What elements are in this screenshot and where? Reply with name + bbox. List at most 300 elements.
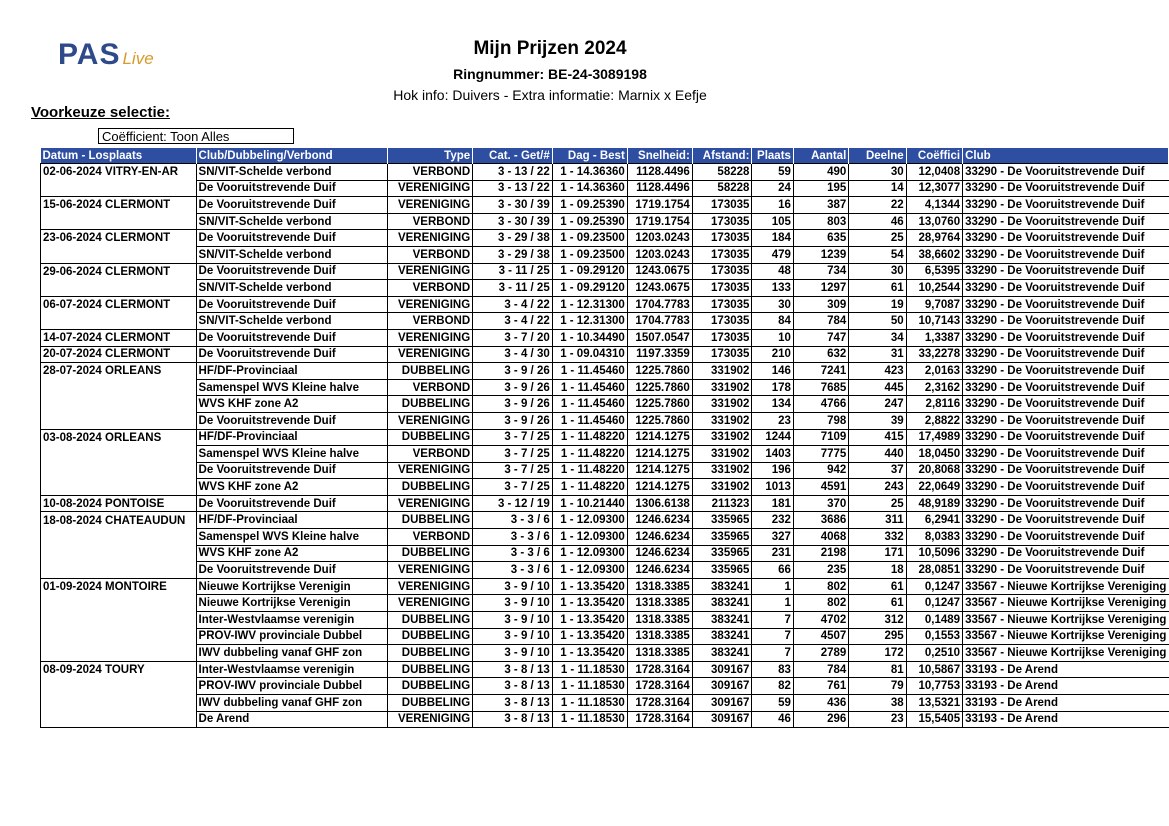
table-cell: 331902 [692, 379, 752, 396]
table-cell: 635 [793, 230, 848, 247]
table-cell: 309167 [692, 661, 752, 678]
table-cell: 1719.1754 [627, 197, 692, 214]
table-cell: 1728.3164 [627, 661, 692, 678]
table-cell: 1128.4496 [627, 164, 692, 181]
table-cell: 1728.3164 [627, 695, 692, 712]
table-cell: 1318.3385 [627, 628, 692, 645]
table-cell: 3 - 9 / 26 [473, 379, 553, 396]
table-cell: 37 [849, 462, 906, 479]
table-cell: 39 [849, 412, 906, 429]
table-cell: 33193 - De Arend [963, 661, 1169, 678]
table-cell: VERENIGING [388, 230, 473, 247]
table-cell: 1 - 12.31300 [552, 313, 627, 330]
table-cell: 12,3077 [906, 180, 962, 197]
table-cell: Samenspel WVS Kleine halve [196, 379, 388, 396]
table-cell: De Vooruitstrevende Duif [196, 346, 388, 363]
table-cell: 3 - 8 / 13 [473, 661, 553, 678]
table-cell: 33290 - De Vooruitstrevende Duif [963, 396, 1169, 413]
table-cell: WVS KHF zone A2 [196, 479, 388, 496]
table-cell: 15,5405 [906, 711, 962, 728]
table-cell: 173035 [692, 313, 752, 330]
table-row [41, 329, 1169, 346]
table-cell: 33193 - De Arend [963, 695, 1169, 712]
table-cell: 33290 - De Vooruitstrevende Duif [963, 263, 1169, 280]
table-cell: 1225.7860 [627, 396, 692, 413]
table-cell [41, 412, 197, 429]
table-cell: 335965 [692, 562, 752, 579]
table-cell: VERENIGING [388, 595, 473, 612]
table-cell: 84 [752, 313, 794, 330]
table-cell [41, 595, 197, 612]
table-cell: 61 [849, 280, 906, 297]
table-cell: DUBBELING [388, 429, 473, 446]
table-cell: PROV-IWV provinciale Dubbel [196, 628, 388, 645]
table-cell: 20-07-2024 CLERMONT [41, 346, 197, 363]
table-row [41, 628, 1169, 645]
table-cell: 25 [849, 495, 906, 512]
table-cell: 4507 [793, 628, 848, 645]
table-cell: De Vooruitstrevende Duif [196, 412, 388, 429]
table-cell: Inter-Westvlaamse verenigin [196, 612, 388, 629]
table-cell: 1306.6138 [627, 495, 692, 512]
table-row [41, 479, 1169, 496]
table-cell: 33290 - De Vooruitstrevende Duif [963, 213, 1169, 230]
table-cell: 761 [793, 678, 848, 695]
table-cell: 1 - 11.18530 [552, 695, 627, 712]
table-cell: 23 [849, 711, 906, 728]
table-cell [41, 246, 197, 263]
table-cell: 59 [752, 164, 794, 181]
table-cell: VERENIGING [388, 197, 473, 214]
table-cell: 46 [849, 213, 906, 230]
table-cell: VERBOND [388, 213, 473, 230]
table-cell: 3 - 3 / 6 [473, 545, 553, 562]
table-cell: 335965 [692, 545, 752, 562]
table-cell: 58228 [692, 164, 752, 181]
table-cell: 0,1247 [906, 595, 962, 612]
table-cell: 1 - 12.09300 [552, 529, 627, 546]
table-cell: 1 [752, 595, 794, 612]
table-cell: 6,5395 [906, 263, 962, 280]
table-cell: 17,4989 [906, 429, 962, 446]
table-cell: 1318.3385 [627, 578, 692, 595]
table-cell: 1 - 14.36360 [552, 164, 627, 181]
table-cell: 30 [752, 296, 794, 313]
table-cell: 146 [752, 363, 794, 380]
table-cell: 178 [752, 379, 794, 396]
table-cell: 13,0760 [906, 213, 962, 230]
table-cell: 1 - 11.45460 [552, 412, 627, 429]
table-cell: 33290 - De Vooruitstrevende Duif [963, 512, 1169, 529]
table-cell: 14-07-2024 CLERMONT [41, 329, 197, 346]
table-cell [41, 645, 197, 662]
table-cell: VERENIGING [388, 346, 473, 363]
table-cell: Inter-Westvlaamse verenigin [196, 661, 388, 678]
table-cell: 802 [793, 578, 848, 595]
table-cell: 1 - 13.35420 [552, 645, 627, 662]
table-cell: 12,0408 [906, 164, 962, 181]
table-cell: 83 [752, 661, 794, 678]
table-cell: 19 [849, 296, 906, 313]
table-cell: VERBOND [388, 246, 473, 263]
coefficient-select[interactable]: Coëfficient: Toon Alles [98, 128, 294, 144]
table-cell: 370 [793, 495, 848, 512]
table-cell: 33290 - De Vooruitstrevende Duif [963, 462, 1169, 479]
table-cell: 803 [793, 213, 848, 230]
table-cell: 3 - 4 / 22 [473, 313, 553, 330]
table-cell: 734 [793, 263, 848, 280]
hok-info: Hok info: Duivers - Extra informatie: Marnix x Eefje [393, 87, 707, 103]
table-cell: 3 - 11 / 25 [473, 263, 553, 280]
table-cell: 79 [849, 678, 906, 695]
table-cell: PROV-IWV provinciale Dubbel [196, 678, 388, 695]
table-cell: 1214.1275 [627, 462, 692, 479]
table-cell: 3 - 3 / 6 [473, 562, 553, 579]
table-cell: VERENIGING [388, 412, 473, 429]
table-cell: De Arend [196, 711, 388, 728]
table-cell: 1 - 09.29120 [552, 263, 627, 280]
table-cell: 48,9189 [906, 495, 962, 512]
table-cell: 3 - 8 / 13 [473, 678, 553, 695]
table-cell: 7241 [793, 363, 848, 380]
table-cell: 332 [849, 529, 906, 546]
table-cell: 295 [849, 628, 906, 645]
table-cell: 33567 - Nieuwe Kortrijkse Vereniging [963, 628, 1169, 645]
table-cell: 7 [752, 612, 794, 629]
table-cell: Nieuwe Kortrijkse Verenigin [196, 578, 388, 595]
table-cell: 172 [849, 645, 906, 662]
table-cell: 1704.7783 [627, 313, 692, 330]
table-cell: 331902 [692, 446, 752, 463]
table-cell: 1244 [752, 429, 794, 446]
table-cell: 33567 - Nieuwe Kortrijkse Vereniging [963, 645, 1169, 662]
table-cell: 1 - 13.35420 [552, 595, 627, 612]
table-cell: De Vooruitstrevende Duif [196, 180, 388, 197]
table-cell: 309 [793, 296, 848, 313]
table-row [41, 446, 1169, 463]
table-cell: 1128.4496 [627, 180, 692, 197]
table-cell: De Vooruitstrevende Duif [196, 230, 388, 247]
table-cell: 309167 [692, 711, 752, 728]
column-header: Afstand: [692, 148, 752, 164]
table-cell: 31 [849, 346, 906, 363]
table-cell: 1225.7860 [627, 412, 692, 429]
table-cell: 61 [849, 578, 906, 595]
table-cell: 1297 [793, 280, 848, 297]
table-cell: WVS KHF zone A2 [196, 396, 388, 413]
table-cell: 3 - 7 / 20 [473, 329, 553, 346]
table-cell: DUBBELING [388, 512, 473, 529]
logo-pas-text: PAS [58, 38, 121, 71]
table-cell: 173035 [692, 246, 752, 263]
table-cell: 4068 [793, 529, 848, 546]
table-cell: 173035 [692, 263, 752, 280]
table-cell: 1 - 09.04310 [552, 346, 627, 363]
table-cell: De Vooruitstrevende Duif [196, 462, 388, 479]
table-cell: 383241 [692, 645, 752, 662]
table-cell: HF/DF-Provinciaal [196, 363, 388, 380]
table-cell: 3686 [793, 512, 848, 529]
table-cell: 173035 [692, 197, 752, 214]
table-cell: 28,9764 [906, 230, 962, 247]
table-cell: 383241 [692, 578, 752, 595]
table-cell: VERENIGING [388, 263, 473, 280]
table-cell: 3 - 29 / 38 [473, 230, 553, 247]
table-cell: 247 [849, 396, 906, 413]
table-cell: De Vooruitstrevende Duif [196, 495, 388, 512]
table-cell: 8,0383 [906, 529, 962, 546]
table-cell: Samenspel WVS Kleine halve [196, 529, 388, 546]
column-header: Coëffici [906, 148, 962, 164]
table-cell: 3 - 8 / 13 [473, 711, 553, 728]
table-cell [41, 379, 197, 396]
table-cell: HF/DF-Provinciaal [196, 429, 388, 446]
table-cell: 23 [752, 412, 794, 429]
table-cell: 1243.0675 [627, 263, 692, 280]
table-cell: 3 - 12 / 19 [473, 495, 553, 512]
table-cell: 28-07-2024 ORLEANS [41, 363, 197, 380]
table-cell: 232 [752, 512, 794, 529]
table-cell [41, 313, 197, 330]
table-row [41, 280, 1169, 297]
table-row [41, 661, 1169, 678]
table-cell: 243 [849, 479, 906, 496]
table-cell: 4,1344 [906, 197, 962, 214]
table-row [41, 379, 1169, 396]
table-cell: 20,8068 [906, 462, 962, 479]
table-cell: VERBOND [388, 280, 473, 297]
table-cell: 1 - 10.34490 [552, 329, 627, 346]
table-cell: 3 - 3 / 6 [473, 529, 553, 546]
table-cell: 3 - 9 / 10 [473, 595, 553, 612]
table-cell: 312 [849, 612, 906, 629]
table-cell: 383241 [692, 595, 752, 612]
table-cell: 1 - 09.25390 [552, 197, 627, 214]
table-cell: 3 - 29 / 38 [473, 246, 553, 263]
table-cell: 24 [752, 180, 794, 197]
table-cell: 10,7143 [906, 313, 962, 330]
table-row [41, 263, 1169, 280]
table-cell: WVS KHF zone A2 [196, 545, 388, 562]
table-cell: 06-07-2024 CLERMONT [41, 296, 197, 313]
table-cell: 1 - 11.45460 [552, 363, 627, 380]
table-cell: 66 [752, 562, 794, 579]
table-row [41, 711, 1169, 728]
table-cell: 331902 [692, 412, 752, 429]
table-cell: Nieuwe Kortrijkse Verenigin [196, 595, 388, 612]
table-row [41, 462, 1169, 479]
table-cell: De Vooruitstrevende Duif [196, 263, 388, 280]
table-cell: 10-08-2024 PONTOISE [41, 495, 197, 512]
table-cell: 3 - 9 / 26 [473, 396, 553, 413]
table-cell: 33290 - De Vooruitstrevende Duif [963, 280, 1169, 297]
table-cell: 1318.3385 [627, 645, 692, 662]
table-row [41, 230, 1169, 247]
table-header [41, 148, 1169, 164]
table-cell: 33567 - Nieuwe Kortrijkse Vereniging [963, 578, 1169, 595]
table-cell: 1 - 11.18530 [552, 661, 627, 678]
table-cell: 3 - 9 / 26 [473, 412, 553, 429]
table-cell [41, 545, 197, 562]
table-cell: 309167 [692, 678, 752, 695]
table-cell: 22,0649 [906, 479, 962, 496]
table-cell [41, 628, 197, 645]
table-row [41, 197, 1169, 214]
table-cell [41, 479, 197, 496]
table-cell: VERENIGING [388, 296, 473, 313]
table-cell: 1 - 12.09300 [552, 512, 627, 529]
table-cell: 1 - 09.23500 [552, 230, 627, 247]
table-cell: VERBOND [388, 446, 473, 463]
table-cell: 327 [752, 529, 794, 546]
table-cell: 231 [752, 545, 794, 562]
table-cell: VERENIGING [388, 462, 473, 479]
table-cell: 14 [849, 180, 906, 197]
table-cell [41, 213, 197, 230]
table-cell: 82 [752, 678, 794, 695]
table-row [41, 529, 1169, 546]
table-cell: 7 [752, 645, 794, 662]
table-row [41, 695, 1169, 712]
table-cell: 1246.6234 [627, 562, 692, 579]
table-cell: SN/VIT-Schelde verbond [196, 213, 388, 230]
table-cell: 33290 - De Vooruitstrevende Duif [963, 180, 1169, 197]
table-cell: VERENIGING [388, 562, 473, 579]
table-cell: IWV dubbeling vanaf GHF zon [196, 695, 388, 712]
table-cell: 33290 - De Vooruitstrevende Duif [963, 446, 1169, 463]
table-cell: 387 [793, 197, 848, 214]
table-cell: VERENIGING [388, 329, 473, 346]
table-cell: 105 [752, 213, 794, 230]
table-cell: 33290 - De Vooruitstrevende Duif [963, 363, 1169, 380]
table-cell [41, 180, 197, 197]
table-cell: 171 [849, 545, 906, 562]
table-cell: 331902 [692, 462, 752, 479]
table-cell: 296 [793, 711, 848, 728]
table-cell: 1728.3164 [627, 678, 692, 695]
table-cell: 33290 - De Vooruitstrevende Duif [963, 545, 1169, 562]
table-cell: 440 [849, 446, 906, 463]
column-header: Club [963, 148, 1169, 164]
table-cell: 6,2941 [906, 512, 962, 529]
table-cell: 942 [793, 462, 848, 479]
table-cell: 309167 [692, 695, 752, 712]
table-cell: De Vooruitstrevende Duif [196, 197, 388, 214]
table-cell: 1246.6234 [627, 529, 692, 546]
column-header: Deelne [849, 148, 906, 164]
table-cell: 1 [752, 578, 794, 595]
table-cell: 1 - 11.18530 [552, 678, 627, 695]
table-cell: 59 [752, 695, 794, 712]
table-row [41, 595, 1169, 612]
table-cell: 7685 [793, 379, 848, 396]
table-cell: 1 - 14.36360 [552, 180, 627, 197]
table-cell: 3 - 9 / 10 [473, 645, 553, 662]
column-header: Type [388, 148, 473, 164]
table-cell: 1243.0675 [627, 280, 692, 297]
table-cell [41, 711, 197, 728]
table-cell: 33290 - De Vooruitstrevende Duif [963, 313, 1169, 330]
table-cell: 4591 [793, 479, 848, 496]
table-cell: 81 [849, 661, 906, 678]
table-cell: 2,8116 [906, 396, 962, 413]
table-cell: 173035 [692, 296, 752, 313]
table-cell: 3 - 9 / 26 [473, 363, 553, 380]
table-cell: 03-08-2024 ORLEANS [41, 429, 197, 446]
table-cell: 2,0163 [906, 363, 962, 380]
table-cell: 3 - 3 / 6 [473, 512, 553, 529]
table-cell: 33290 - De Vooruitstrevende Duif [963, 230, 1169, 247]
table-cell: IWV dubbeling vanaf GHF zon [196, 645, 388, 662]
column-header: Club/Dubbeling/Verbond [196, 148, 388, 164]
table-cell: 184 [752, 230, 794, 247]
table-cell: 415 [849, 429, 906, 446]
table-row [41, 313, 1169, 330]
table-cell: 1 - 11.48220 [552, 479, 627, 496]
table-cell: 01-09-2024 MONTOIRE [41, 578, 197, 595]
table-cell: 1704.7783 [627, 296, 692, 313]
table-cell: 0,1553 [906, 628, 962, 645]
table-cell: 1225.7860 [627, 379, 692, 396]
column-header: Datum - Losplaats [41, 148, 197, 164]
table-cell: 33290 - De Vooruitstrevende Duif [963, 562, 1169, 579]
table-cell: VERENIGING [388, 578, 473, 595]
table-cell: 33290 - De Vooruitstrevende Duif [963, 246, 1169, 263]
table-cell: 33290 - De Vooruitstrevende Duif [963, 329, 1169, 346]
table-cell: 33290 - De Vooruitstrevende Duif [963, 529, 1169, 546]
column-header: Snelheid: [627, 148, 692, 164]
table-cell: 7775 [793, 446, 848, 463]
table-cell: 211323 [692, 495, 752, 512]
table-cell: 34 [849, 329, 906, 346]
table-cell: 1,3387 [906, 329, 962, 346]
table-cell: 331902 [692, 479, 752, 496]
table-cell: 1 - 12.31300 [552, 296, 627, 313]
table-cell [41, 562, 197, 579]
table-cell: SN/VIT-Schelde verbond [196, 280, 388, 297]
prizes-table [40, 148, 1169, 728]
table-cell: 173035 [692, 280, 752, 297]
table-cell: 3 - 9 / 10 [473, 578, 553, 595]
table-cell: 134 [752, 396, 794, 413]
table-cell: 1719.1754 [627, 213, 692, 230]
table-cell: 58228 [692, 180, 752, 197]
table-cell: 490 [793, 164, 848, 181]
table-cell: 61 [849, 595, 906, 612]
table-row [41, 412, 1169, 429]
table-cell: 1239 [793, 246, 848, 263]
table-cell: 1197.3359 [627, 346, 692, 363]
table-cell: 33290 - De Vooruitstrevende Duif [963, 479, 1169, 496]
table-row [41, 164, 1169, 181]
table-cell: 173035 [692, 346, 752, 363]
table-cell [41, 462, 197, 479]
table-cell: 181 [752, 495, 794, 512]
table-cell: VERENIGING [388, 180, 473, 197]
table-cell: 1214.1275 [627, 446, 692, 463]
table-cell: 331902 [692, 363, 752, 380]
table-cell: 0,1247 [906, 578, 962, 595]
table-row [41, 213, 1169, 230]
table-cell: 1214.1275 [627, 429, 692, 446]
table-cell: 23-06-2024 CLERMONT [41, 230, 197, 247]
table-cell: 13,5321 [906, 695, 962, 712]
table-cell: 1203.0243 [627, 246, 692, 263]
table-body [41, 164, 1169, 728]
table-cell: 1 - 13.35420 [552, 628, 627, 645]
table-cell: 10,5867 [906, 661, 962, 678]
table-cell: VERENIGING [388, 495, 473, 512]
